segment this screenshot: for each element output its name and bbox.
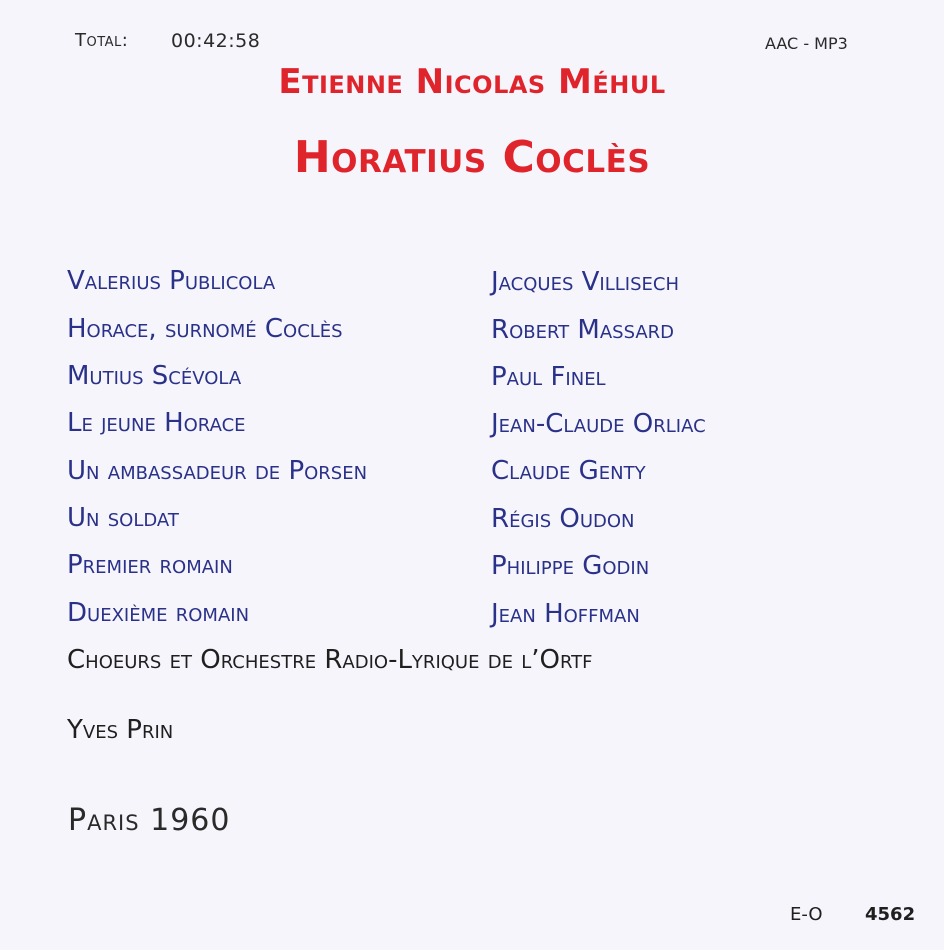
cast-role: Mutius Scévola: [67, 361, 242, 391]
cast-role: Horace, surnomé Coclès: [67, 314, 343, 344]
recording-place-year: Paris 1960: [68, 803, 231, 838]
audio-format: AAC - MP3: [765, 34, 848, 53]
catalog-label: E-O: [790, 904, 823, 925]
composer-name: Etienne Nicolas Méhul: [278, 62, 666, 102]
cast-role: Un ambassadeur de Porsen: [67, 456, 368, 486]
cast-role: Premier romain: [67, 550, 233, 580]
cast-artist: Philippe Godin: [491, 551, 650, 581]
cast-role: Duexième romain: [67, 598, 250, 628]
total-label: Total:: [75, 30, 129, 51]
cast-artist: Robert Massard: [491, 315, 675, 345]
cast-artist: Jean Hoffman: [491, 599, 640, 629]
catalog-number: 4562: [865, 904, 916, 925]
cast-artist: Jacques Villisech: [491, 267, 680, 297]
cast-role: Un soldat: [67, 503, 179, 533]
total-time: 00:42:58: [171, 30, 261, 52]
conductor-credit: Yves Prin: [67, 715, 174, 745]
cast-artist: Claude Genty: [491, 456, 646, 486]
cast-role: Valerius Publicola: [67, 266, 276, 296]
cast-artist: Paul Finel: [491, 362, 606, 392]
cast-artist: Jean-Claude Orliac: [491, 409, 706, 439]
ensemble-credit: Choeurs et Orchestre Radio-Lyrique de l’Ortf: [67, 645, 593, 675]
cast-role: Le jeune Horace: [67, 408, 246, 438]
work-title: Horatius Coclès: [293, 132, 651, 183]
cast-artist: Régis Oudon: [491, 504, 635, 534]
scan-edge-right: [944, 0, 952, 952]
